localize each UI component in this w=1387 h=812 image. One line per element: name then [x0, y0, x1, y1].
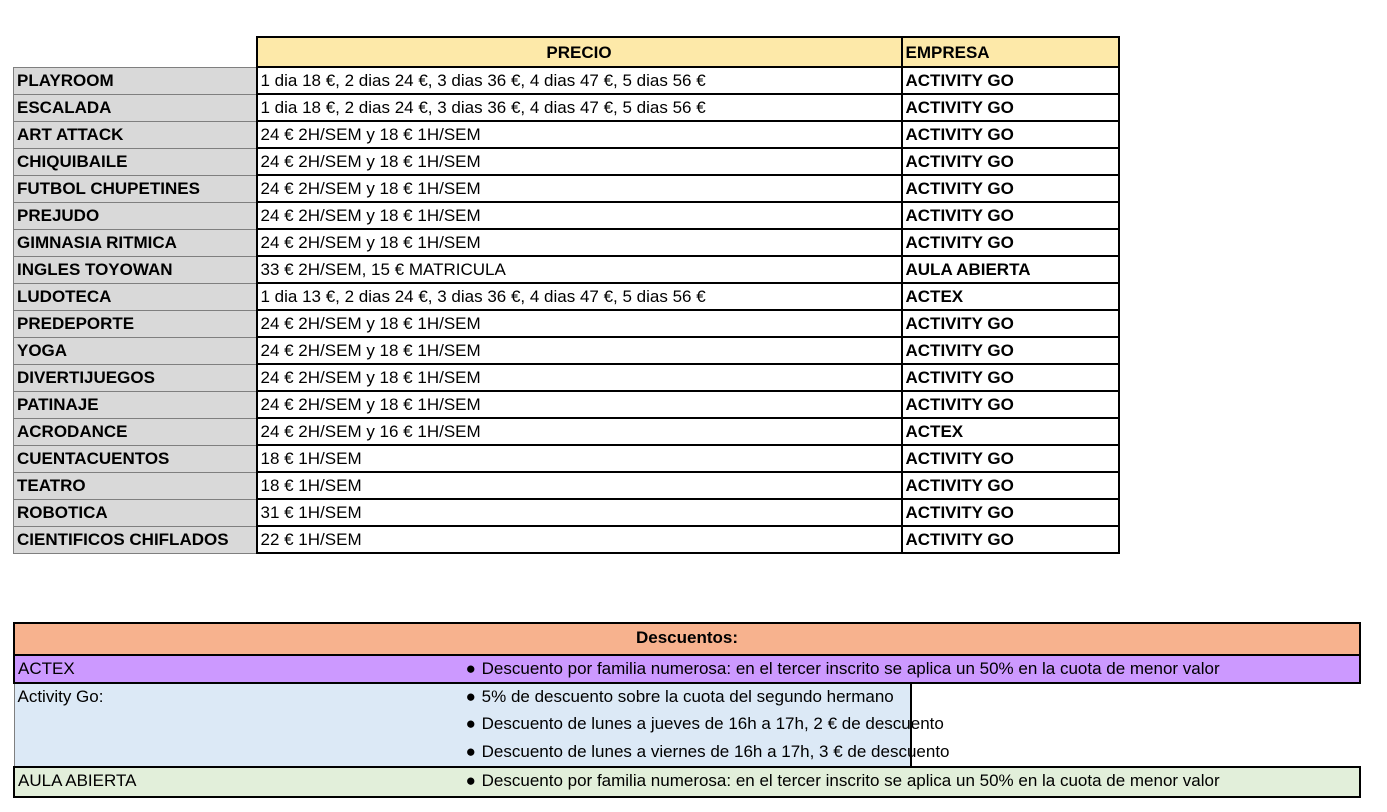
- company-cell: ACTIVITY GO: [902, 337, 1119, 364]
- price-cell: 24 € 2H/SEM y 18 € 1H/SEM: [257, 310, 902, 337]
- table-row: [14, 364, 1119, 391]
- price-cell: 18 € 1H/SEM: [257, 472, 902, 499]
- price-cell: 33 € 2H/SEM, 15 € MATRICULA: [257, 256, 902, 283]
- price-cell: 24 € 2H/SEM y 18 € 1H/SEM: [257, 202, 902, 229]
- table-row: [14, 202, 1119, 229]
- company-cell: ACTIVITY GO: [902, 67, 1119, 94]
- discount-item: [463, 683, 912, 711]
- company-cell: ACTIVITY GO: [902, 202, 1119, 229]
- discount-label-activity-go: Activity Go:: [14, 683, 463, 767]
- table-row: [14, 148, 1119, 175]
- activity-cell: CIENTIFICOS CHIFLADOS: [14, 526, 257, 553]
- company-cell: ACTIVITY GO: [902, 148, 1119, 175]
- activity-cell: LUDOTECA: [14, 283, 257, 310]
- discount-row-actex: [14, 655, 1360, 683]
- activity-cell: ROBOTICA: [14, 499, 257, 526]
- discount-item: [463, 767, 1360, 797]
- table-row: [14, 526, 1119, 553]
- bullet-icon: ●: [465, 771, 476, 790]
- discount-item-text: Descuento de lunes a jueves de 16h a 17h, 2 € de descuento: [481, 714, 944, 733]
- activity-cell: PREDEPORTE: [14, 310, 257, 337]
- discounts-table: [13, 622, 1361, 798]
- price-cell: 31 € 1H/SEM: [257, 499, 902, 526]
- price-cell: 18 € 1H/SEM: [257, 445, 902, 472]
- company-cell: ACTIVITY GO: [902, 229, 1119, 256]
- table-row: [14, 283, 1119, 310]
- activity-cell: ART ATTACK: [14, 121, 257, 148]
- activity-cell: PLAYROOM: [14, 67, 257, 94]
- discount-item: [463, 655, 1360, 683]
- company-cell: ACTIVITY GO: [902, 310, 1119, 337]
- price-cell: 22 € 1H/SEM: [257, 526, 902, 553]
- table-row: [14, 229, 1119, 256]
- table-row: [14, 310, 1119, 337]
- company-cell: ACTIVITY GO: [902, 526, 1119, 553]
- discount-row-aula-abierta: [14, 767, 1360, 797]
- table-row: [14, 256, 1119, 283]
- activity-cell: FUTBOL CHUPETINES: [14, 175, 257, 202]
- company-cell: ACTIVITY GO: [902, 391, 1119, 418]
- activity-cell: CUENTACUENTOS: [14, 445, 257, 472]
- discount-item-text: Descuento de lunes a viernes de 16h a 17h, 3 € de descuento: [481, 742, 950, 761]
- discount-label-aula-abierta: AULA ABIERTA: [14, 767, 463, 797]
- bullet-icon: ●: [465, 687, 476, 706]
- price-table-header-row: [14, 37, 1119, 67]
- discount-item-text: Descuento por familia numerosa: en el tercer inscrito se aplica un 50% en la cuota de menor valor: [481, 771, 1220, 790]
- company-cell: ACTEX: [902, 283, 1119, 310]
- discount-item-text: 5% de descuento sobre la cuota del segundo hermano: [481, 687, 894, 706]
- price-cell: 1 dia 18 €, 2 dias 24 €, 3 dias 36 €, 4 dias 47 €, 5 dias 56 €: [257, 94, 902, 121]
- table-row: [14, 337, 1119, 364]
- company-cell: ACTEX: [902, 418, 1119, 445]
- price-cell: 24 € 2H/SEM y 18 € 1H/SEM: [257, 175, 902, 202]
- price-cell: 24 € 2H/SEM y 18 € 1H/SEM: [257, 121, 902, 148]
- bullet-icon: ●: [465, 659, 476, 678]
- table-row: [14, 472, 1119, 499]
- discount-item-text: Descuento por familia numerosa: en el tercer inscrito se aplica un 50% en la cuota de menor valor: [481, 659, 1220, 678]
- company-cell: ACTIVITY GO: [902, 445, 1119, 472]
- price-cell: 24 € 2H/SEM y 16 € 1H/SEM: [257, 418, 902, 445]
- table-row: [14, 418, 1119, 445]
- company-cell: ACTIVITY GO: [902, 364, 1119, 391]
- price-cell: 1 dia 18 €, 2 dias 24 €, 3 dias 36 €, 4 dias 47 €, 5 dias 56 €: [257, 67, 902, 94]
- price-cell: 24 € 2H/SEM y 18 € 1H/SEM: [257, 337, 902, 364]
- activity-cell: TEATRO: [14, 472, 257, 499]
- company-cell: ACTIVITY GO: [902, 175, 1119, 202]
- activity-cell: YOGA: [14, 337, 257, 364]
- empty-cell: [911, 683, 1360, 767]
- discount-item: [463, 711, 944, 739]
- company-column-header: EMPRESA: [902, 37, 1119, 67]
- activity-cell: CHIQUIBAILE: [14, 148, 257, 175]
- company-cell: AULA ABIERTA: [902, 256, 1119, 283]
- table-row: [14, 121, 1119, 148]
- company-cell: ACTIVITY GO: [902, 472, 1119, 499]
- activity-cell: DIVERTIJUEGOS: [14, 364, 257, 391]
- table-row: [14, 94, 1119, 121]
- discount-label-actex: ACTEX: [14, 655, 463, 683]
- bullet-icon: ●: [465, 714, 476, 733]
- company-cell: ACTIVITY GO: [902, 499, 1119, 526]
- price-cell: 24 € 2H/SEM y 18 € 1H/SEM: [257, 364, 902, 391]
- activity-cell: INGLES TOYOWAN: [14, 256, 257, 283]
- activity-cell: ACRODANCE: [14, 418, 257, 445]
- table-row: [14, 67, 1119, 94]
- discount-row-activity-go: [14, 683, 1360, 711]
- price-column-header: PRECIO: [257, 37, 902, 67]
- activity-cell: PATINAJE: [14, 391, 257, 418]
- activity-cell: GIMNASIA RITMICA: [14, 229, 257, 256]
- company-cell: ACTIVITY GO: [902, 94, 1119, 121]
- price-table: [13, 36, 1120, 554]
- discounts-header-row: [14, 623, 1360, 655]
- price-cell: 24 € 2H/SEM y 18 € 1H/SEM: [257, 391, 902, 418]
- table-row: [14, 391, 1119, 418]
- price-cell: 1 dia 13 €, 2 dias 24 €, 3 dias 36 €, 4 dias 47 €, 5 dias 56 €: [257, 283, 902, 310]
- company-cell: ACTIVITY GO: [902, 121, 1119, 148]
- table-row: [14, 175, 1119, 202]
- discounts-title: Descuentos:: [14, 623, 1360, 655]
- activity-cell: PREJUDO: [14, 202, 257, 229]
- price-cell: 24 € 2H/SEM y 18 € 1H/SEM: [257, 148, 902, 175]
- price-cell: 24 € 2H/SEM y 18 € 1H/SEM: [257, 229, 902, 256]
- table-row: [14, 499, 1119, 526]
- bullet-icon: ●: [465, 742, 476, 761]
- header-blank-cell: [14, 37, 257, 67]
- table-row: [14, 445, 1119, 472]
- discount-item: [463, 739, 950, 767]
- activity-cell: ESCALADA: [14, 94, 257, 121]
